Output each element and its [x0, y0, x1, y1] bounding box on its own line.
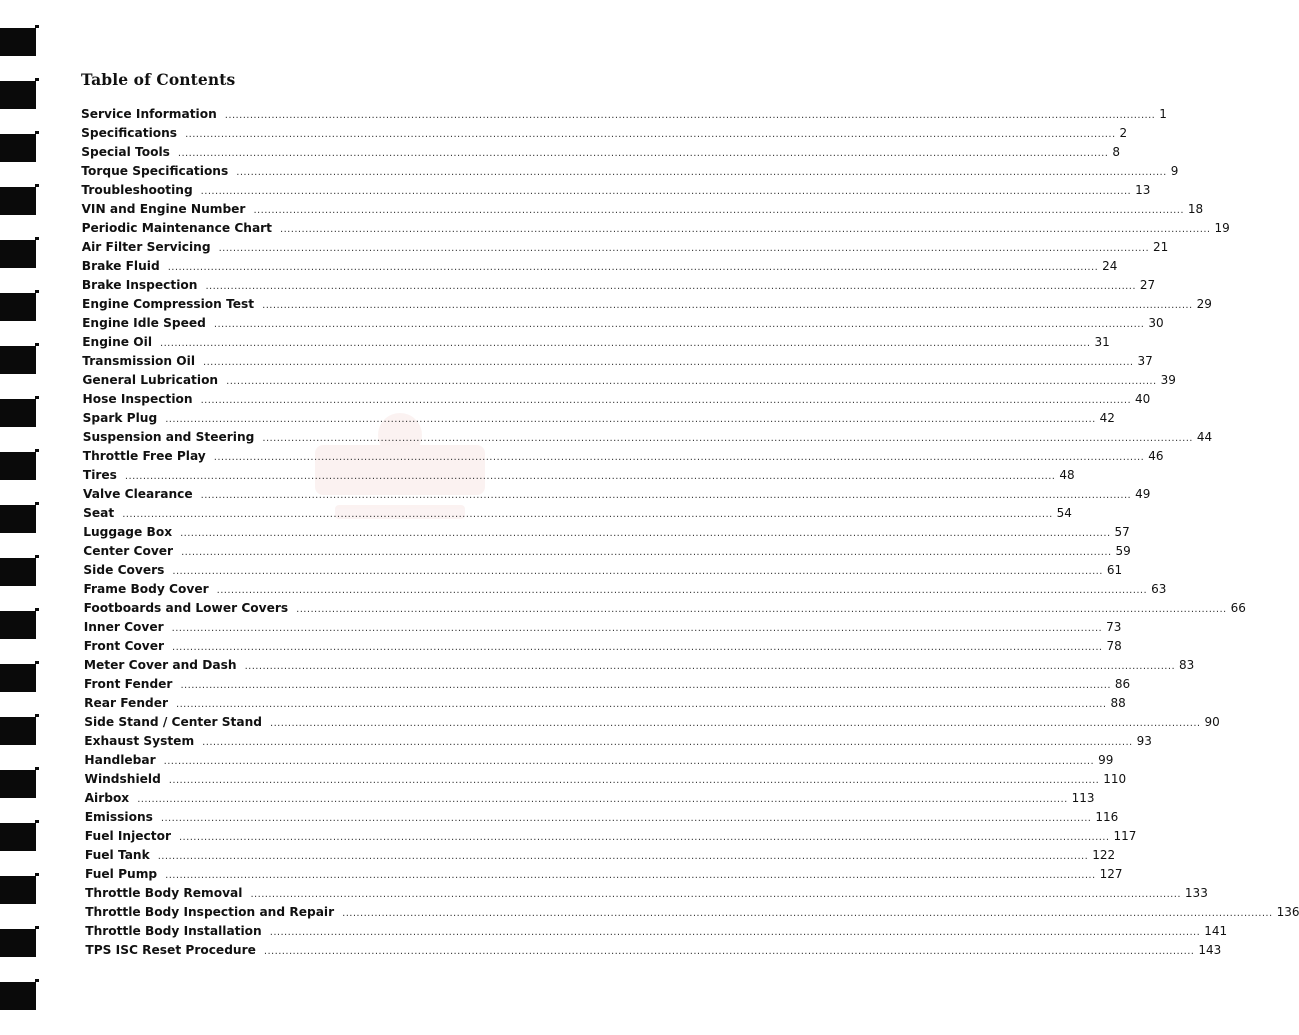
dot-leader: .................................................................................................................................................................................................................................................................... [181, 547, 1112, 558]
toc-entry[interactable] [81, 694, 1126, 713]
dot-leader: .................................................................................................................................................................................................................................................................... [171, 623, 1103, 634]
binding-tab [0, 505, 36, 533]
dot-leader: .................................................................................................................................................................................................................................................................... [203, 357, 1134, 368]
toc-entry[interactable] [81, 903, 1299, 922]
toc-entry-title: Valve Clearance [83, 487, 193, 501]
toc-entry-title: Troubleshooting [81, 183, 193, 197]
toc-entry-page: 141 [1204, 924, 1228, 938]
toc-entry[interactable] [81, 428, 1213, 447]
toc-entry-page: 8 [1112, 145, 1120, 159]
toc-entry-page: 73 [1106, 620, 1122, 634]
toc-entry[interactable] [81, 200, 1204, 219]
toc-entry-title: General Lubrication [82, 373, 219, 387]
toc-entry-title: Airbox [84, 791, 130, 805]
dot-leader: .................................................................................................................................................................................................................................................................... [172, 642, 1103, 653]
toc-entry[interactable] [81, 599, 1246, 618]
dot-leader: .................................................................................................................................................................................................................................................................... [178, 832, 1110, 843]
dot-leader: .................................................................................................................................................................................................................................................................... [342, 908, 1273, 919]
toc-entry-title: Throttle Body Inspection and Repair [85, 905, 335, 919]
dot-leader: .................................................................................................................................................................................................................................................................... [180, 680, 1111, 691]
dot-leader: .................................................................................................................................................................................................................................................................... [244, 661, 1176, 672]
page-title: Table of Contents [81, 70, 236, 89]
toc-entry-title: Engine Compression Test [82, 297, 255, 311]
dot-leader: .................................................................................................................................................................................................................................................................... [218, 243, 1150, 254]
dot-leader: .................................................................................................................................................................................................................................................................... [296, 604, 1227, 615]
dot-leader: .................................................................................................................................................................................................................................................................... [226, 376, 1157, 387]
dot-leader: .................................................................................................................................................................................................................................................................... [160, 813, 1092, 824]
toc-entry[interactable] [81, 238, 1169, 257]
dot-leader: .................................................................................................................................................................................................................................................................... [213, 452, 1145, 463]
toc-entry-page: 9 [1170, 164, 1179, 178]
toc-entry-page: 59 [1115, 544, 1131, 558]
toc-entry-title: Footboards and Lower Covers [83, 601, 289, 615]
toc-entry[interactable] [81, 846, 1116, 865]
toc-entry-page: 44 [1196, 430, 1213, 444]
toc-entry[interactable] [81, 808, 1119, 827]
toc-entry-title: Exhaust System [84, 734, 195, 748]
toc-entry-page: 19 [1214, 221, 1230, 235]
dot-leader: .................................................................................................................................................................................................................................................................... [165, 870, 1096, 881]
toc-entry-page: 39 [1160, 373, 1176, 387]
toc-entry-page: 40 [1135, 392, 1151, 406]
dot-leader: .................................................................................................................................................................................................................................................................... [205, 281, 1136, 292]
toc-entry[interactable] [81, 295, 1212, 314]
toc-entry-page: 122 [1092, 848, 1116, 862]
toc-entry[interactable] [81, 143, 1120, 162]
toc-entry[interactable] [81, 371, 1176, 390]
toc-entry-page: 61 [1106, 563, 1123, 577]
toc-entry-page: 99 [1098, 753, 1114, 767]
dot-leader: .................................................................................................................................................................................................................................................................... [262, 433, 1193, 444]
toc-page [81, 70, 1299, 960]
toc-entry[interactable] [81, 485, 1151, 504]
toc-entry-page: 30 [1148, 316, 1164, 330]
toc-entry[interactable] [81, 504, 1072, 523]
toc-entry[interactable] [81, 941, 1222, 960]
toc-list [81, 105, 1299, 960]
dot-leader: .................................................................................................................................................................................................................................................................... [163, 756, 1095, 767]
binding-tab [0, 187, 36, 215]
dot-leader: .................................................................................................................................................................................................................................................................... [263, 946, 1195, 957]
toc-entry-page: 90 [1204, 715, 1220, 729]
dot-leader: .................................................................................................................................................................................................................................................................... [177, 148, 1109, 159]
toc-entry-page: 46 [1148, 449, 1164, 463]
toc-entry[interactable] [81, 770, 1127, 789]
toc-entry-page: 21 [1153, 240, 1169, 254]
toc-entry-title: Hose Inspection [82, 392, 193, 406]
toc-entry[interactable] [81, 314, 1164, 333]
dot-leader: .................................................................................................................................................................................................................................................................... [137, 794, 1068, 805]
toc-entry-title: Front Fender [84, 677, 173, 691]
dot-leader: .................................................................................................................................................................................................................................................................... [124, 471, 1056, 482]
dot-leader: .................................................................................................................................................................................................................................................................... [280, 224, 1211, 235]
toc-entry[interactable] [81, 466, 1075, 485]
toc-entry[interactable] [81, 789, 1095, 808]
toc-entry-title: Emissions [84, 810, 153, 824]
dot-leader: .................................................................................................................................................................................................................................................................... [200, 186, 1132, 197]
toc-entry-page: 83 [1179, 658, 1195, 672]
binding-tab [0, 28, 36, 56]
toc-entry[interactable] [81, 732, 1152, 751]
toc-entry-page: 110 [1103, 772, 1127, 786]
toc-entry[interactable] [81, 390, 1151, 409]
dot-leader: .................................................................................................................................................................................................................................................................... [224, 110, 1156, 121]
toc-entry-page: 133 [1184, 886, 1208, 900]
toc-entry-page: 54 [1056, 506, 1072, 520]
toc-entry-title: Suspension and Steering [82, 430, 255, 444]
toc-entry[interactable] [81, 542, 1131, 561]
binding-tab [0, 346, 36, 374]
toc-entry-page: 1 [1159, 107, 1167, 121]
toc-entry-title: TPS ISC Reset Procedure [85, 943, 256, 957]
dot-leader: .................................................................................................................................................................................................................................................................... [202, 737, 1133, 748]
toc-entry[interactable] [81, 447, 1164, 466]
toc-entry[interactable] [81, 884, 1208, 903]
toc-entry-title: Fuel Injector [84, 829, 171, 843]
dot-leader: .................................................................................................................................................................................................................................................................... [213, 319, 1145, 330]
toc-entry-title: Brake Inspection [81, 278, 198, 292]
toc-entry-title: Fuel Pump [85, 867, 158, 881]
toc-entry-title: Throttle Body Installation [85, 924, 262, 938]
toc-entry-title: Side Stand / Center Stand [84, 715, 263, 729]
toc-entry-title: Luggage Box [83, 525, 173, 539]
toc-entry-page: 37 [1137, 354, 1153, 368]
binding-tab [0, 611, 36, 639]
toc-entry-page: 24 [1102, 259, 1118, 273]
dot-leader: .................................................................................................................................................................................................................................................................... [165, 414, 1096, 425]
toc-entry-title: Spark Plug [82, 411, 158, 425]
toc-entry[interactable] [81, 162, 1179, 181]
toc-entry[interactable] [81, 352, 1153, 371]
toc-entry[interactable] [81, 523, 1130, 542]
dot-leader: .................................................................................................................................................................................................................................................................... [122, 509, 1053, 520]
binding-tab [0, 770, 36, 798]
toc-entry[interactable] [81, 333, 1110, 352]
toc-entry-title: Throttle Body Removal [85, 886, 243, 900]
toc-entry-title: Periodic Maintenance Chart [81, 221, 273, 235]
binding-tabs [0, 0, 40, 1035]
toc-entry-page: 88 [1110, 696, 1126, 710]
toc-entry-title: Rear Fender [84, 696, 168, 710]
toc-entry[interactable] [81, 580, 1167, 599]
dot-leader: .................................................................................................................................................................................................................................................................... [157, 851, 1089, 862]
toc-entry-title: Torque Specifications [81, 164, 229, 178]
toc-entry-title: Throttle Free Play [82, 449, 206, 463]
toc-entry-page: 63 [1151, 582, 1167, 596]
toc-entry-page: 78 [1106, 639, 1122, 653]
toc-entry-page: 48 [1059, 468, 1075, 482]
dot-leader: .................................................................................................................................................................................................................................................................... [172, 566, 1103, 577]
toc-entry[interactable] [81, 181, 1151, 200]
toc-entry-title: Engine Oil [82, 335, 152, 349]
toc-entry-title: Seat [83, 506, 115, 520]
toc-entry-title: Transmission Oil [82, 354, 196, 368]
toc-entry[interactable] [81, 409, 1115, 428]
dot-leader: .................................................................................................................................................................................................................................................................... [185, 129, 1116, 140]
toc-entry[interactable] [81, 827, 1137, 846]
toc-entry-page: 57 [1114, 525, 1130, 539]
dot-leader: .................................................................................................................................................................................................................................................................... [250, 889, 1181, 900]
toc-entry[interactable] [81, 751, 1114, 770]
toc-entry[interactable] [81, 637, 1122, 656]
toc-entry-page: 116 [1095, 810, 1119, 824]
toc-entry-title: Side Covers [83, 563, 165, 577]
toc-entry[interactable] [81, 618, 1122, 637]
toc-entry[interactable] [81, 656, 1195, 675]
toc-entry-title: Service Information [81, 107, 217, 121]
toc-entry[interactable] [81, 105, 1167, 124]
toc-entry-page: 31 [1094, 335, 1110, 349]
toc-entry[interactable] [81, 276, 1156, 295]
toc-entry-title: Tires [82, 468, 117, 482]
toc-entry-title: Windshield [84, 772, 161, 786]
binding-tab [0, 717, 36, 745]
toc-entry-title: Front Cover [83, 639, 165, 653]
toc-entry-page: 13 [1135, 183, 1151, 197]
toc-entry-page: 86 [1114, 677, 1131, 691]
toc-entry[interactable] [81, 865, 1123, 884]
toc-entry-page: 136 [1276, 905, 1299, 919]
toc-entry-title: Engine Idle Speed [82, 316, 206, 330]
binding-tab [0, 81, 36, 109]
toc-entry-page: 49 [1135, 487, 1151, 501]
toc-entry[interactable] [81, 713, 1220, 732]
toc-entry-page: 93 [1136, 734, 1152, 748]
toc-entry-title: Brake Fluid [81, 259, 160, 273]
dot-leader: .................................................................................................................................................................................................................................................................... [269, 927, 1201, 938]
toc-entry-page: 2 [1119, 126, 1128, 140]
binding-tab [0, 558, 36, 586]
dot-leader: .................................................................................................................................................................................................................................................................... [168, 775, 1100, 786]
toc-entry[interactable] [81, 124, 1128, 143]
binding-tab [0, 876, 36, 904]
toc-entry-title: Air Filter Servicing [81, 240, 211, 254]
binding-tab [0, 929, 36, 957]
toc-entry-page: 117 [1113, 829, 1137, 843]
dot-leader: .................................................................................................................................................................................................................................................................... [160, 338, 1091, 349]
dot-leader: .................................................................................................................................................................................................................................................................... [216, 585, 1148, 596]
toc-entry-title: Handlebar [84, 753, 156, 767]
binding-tab [0, 982, 36, 1010]
toc-entry[interactable] [81, 561, 1123, 580]
dot-leader: .................................................................................................................................................................................................................................................................... [200, 395, 1132, 406]
toc-entry-title: Frame Body Cover [83, 582, 209, 596]
binding-tab [0, 664, 36, 692]
binding-tab [0, 134, 36, 162]
toc-entry-title: Fuel Tank [84, 848, 150, 862]
toc-entry[interactable] [81, 257, 1118, 276]
toc-entry-page: 27 [1139, 278, 1156, 292]
dot-leader: .................................................................................................................................................................................................................................................................... [262, 300, 1193, 311]
toc-entry[interactable] [81, 675, 1131, 694]
toc-entry-title: Special Tools [81, 145, 170, 159]
dot-leader: .................................................................................................................................................................................................................................................................... [180, 528, 1111, 539]
dot-leader: .................................................................................................................................................................................................................................................................... [176, 699, 1107, 710]
toc-entry-page: 113 [1071, 791, 1095, 805]
toc-entry-title: VIN and Engine Number [81, 202, 246, 216]
binding-tab [0, 452, 36, 480]
toc-entry-title: Meter Cover and Dash [83, 658, 237, 672]
toc-entry-page: 42 [1099, 411, 1115, 425]
binding-tab [0, 399, 36, 427]
toc-entry[interactable] [81, 922, 1228, 941]
toc-entry-page: 18 [1187, 202, 1204, 216]
dot-leader: .................................................................................................................................................................................................................................................................... [167, 262, 1099, 273]
toc-entry-page: 66 [1230, 601, 1246, 615]
binding-tab [0, 823, 36, 851]
dot-leader: .................................................................................................................................................................................................................................................................... [253, 205, 1184, 216]
toc-entry-page: 29 [1196, 297, 1212, 311]
dot-leader: .................................................................................................................................................................................................................................................................... [270, 718, 1201, 729]
toc-entry-page: 143 [1198, 943, 1222, 957]
toc-entry-title: Inner Cover [83, 620, 164, 634]
toc-entry[interactable] [81, 219, 1230, 238]
binding-tab [0, 240, 36, 268]
toc-entry-title: Specifications [81, 126, 178, 140]
dot-leader: .................................................................................................................................................................................................................................................................... [236, 167, 1167, 178]
toc-entry-title: Center Cover [83, 544, 174, 558]
toc-entry-page: 127 [1099, 867, 1123, 881]
binding-tab [0, 293, 36, 321]
dot-leader: .................................................................................................................................................................................................................................................................... [200, 490, 1132, 501]
